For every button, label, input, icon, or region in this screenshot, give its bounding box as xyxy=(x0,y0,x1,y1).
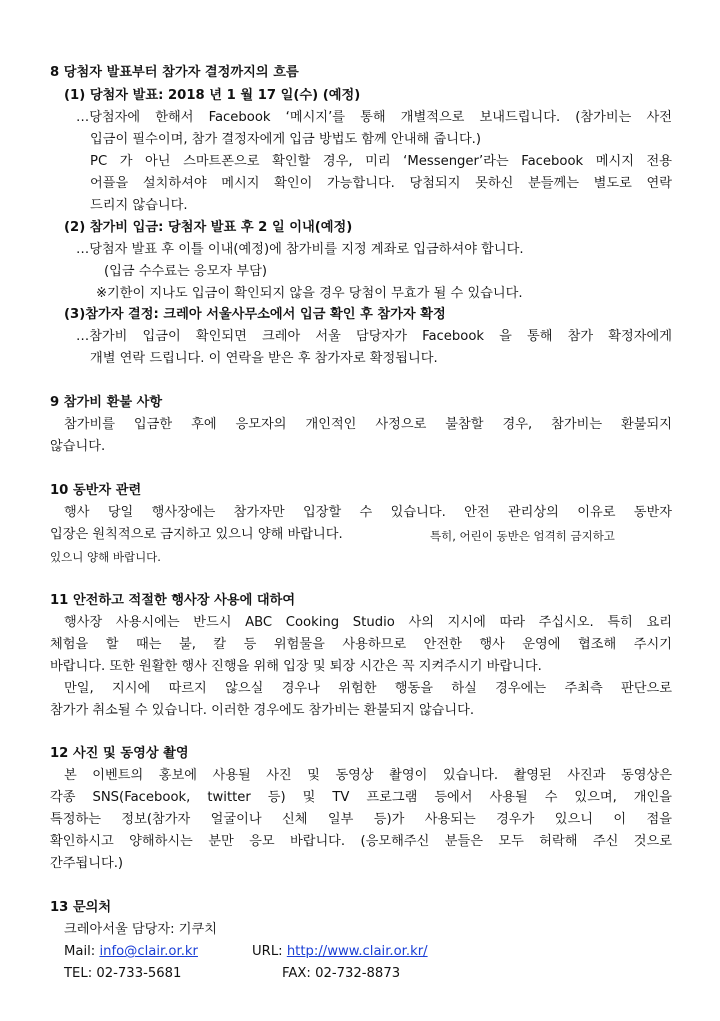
section-8-heading: 8 당첨자 발표부터 참가자 결정까지의 흐름 xyxy=(50,65,299,80)
mail-row xyxy=(64,943,198,961)
section-12-line: 각종 SNS(Facebook, twitter 등) 및 TV 프로그램 등에서 사용될 수 있으며, 개인을 xyxy=(50,790,672,805)
section-9-heading: 9 참가비 환불 사항 xyxy=(50,395,163,410)
mail-label: Mail: xyxy=(64,944,100,959)
section-11-line: 행사장 사용시에는 반드시 ABC Cooking Studio 사의 지시에 따라 주십시오. 특히 요리 xyxy=(64,615,672,630)
section-10-line: 특히, 어린이 동반은 엄격히 금지하고 xyxy=(430,529,615,543)
url-row xyxy=(252,943,428,961)
section-10-heading: 10 동반자 관련 xyxy=(50,483,142,498)
mail-link[interactable]: info@clair.or.kr xyxy=(99,944,198,959)
section-11-heading: 11 안전하고 적절한 행사장 사용에 대하여 xyxy=(50,593,296,608)
section-8-sub3-line: …참가비 입금이 확인되면 크레아 서울 담당자가 Facebook 을 통해 참가 확정자에게 xyxy=(76,329,672,344)
section-8-sub2-title: (2) 참가비 입금: 당첨자 발표 후 2 일 이내(예정) xyxy=(64,220,353,235)
section-8-sub1-line: 입금이 필수이며, 참가 결정자에게 입금 방법도 함께 안내해 줍니다.) xyxy=(90,132,482,147)
section-11-line: 만일, 지시에 따르지 않으실 경우나 위험한 행동을 하실 경우에는 주최측 판단으로 xyxy=(64,681,672,696)
section-8-sub1-title: (1) 당첨자 발표: 2018 년 1 월 17 일(수) (예정) xyxy=(64,88,361,103)
section-9-line: 참가비를 입금한 후에 응모자의 개인적인 사정으로 불참할 경우, 참가비는 환불되지 xyxy=(64,417,672,432)
section-10-line: 행사 당일 행사장에는 참가자만 입장할 수 있습니다. 안전 관리상의 이유로 동반자 xyxy=(64,505,672,520)
section-13-heading: 13 문의처 xyxy=(50,900,112,915)
section-8-sub3-line: 개별 연락 드립니다. 이 연락을 받은 후 참가자로 확정됩니다. xyxy=(90,351,438,366)
contact-person: 크레아서울 담당자: 기쿠치 xyxy=(64,922,217,937)
section-12-line: 특정하는 정보(참가자 얼굴이나 신체 일부 등)가 사용되는 경우가 있으니 이 점을 xyxy=(50,812,672,827)
section-10-line: 입장은 원칙적으로 금지하고 있으니 양해 바랍니다. xyxy=(50,527,343,542)
section-8-sub3-title: (3)참가자 결정: 크레아 서울사무소에서 입금 확인 후 참가자 확정 xyxy=(64,307,446,322)
section-8-sub1-line: 어플을 설치하셔야 메시지 확인이 가능합니다. 당첨되지 못하신 분들께는 별도로 연락 xyxy=(90,176,672,191)
url-label: URL: xyxy=(252,944,287,959)
section-9-line: 않습니다. xyxy=(50,439,106,454)
section-12-heading: 12 사진 및 동영상 촬영 xyxy=(50,746,189,761)
section-8-sub2-line: …당첨자 발표 후 이틀 이내(예정)에 참가비를 지정 계좌로 입금하셔야 합니다. xyxy=(76,242,524,257)
fax-number: FAX: 02-732-8873 xyxy=(282,966,401,981)
section-8-sub2-line: (입금 수수료는 응모자 부담) xyxy=(104,264,267,279)
section-8-sub1-line: 드리지 않습니다. xyxy=(90,198,188,213)
section-8-sub1-line: PC 가 아닌 스마트폰으로 확인할 경우, 미리 ‘Messenger’라는 Facebook 메시지 전용 xyxy=(90,154,672,169)
section-11-line: 체험을 할 때는 불, 칼 등 위험물을 사용하므로 안전한 행사 운영에 협조해 주시기 xyxy=(50,637,672,652)
section-8-sub1-line: …당첨자에 한해서 Facebook ‘메시지’를 통해 개별적으로 보내드립니다. (참가비는 사전 xyxy=(76,110,672,125)
section-11-line: 바랍니다. 또한 원활한 행사 진행을 위해 입장 및 퇴장 시간은 꼭 지켜주시기 바랍니다. xyxy=(50,659,542,674)
section-10-line: 있으니 양해 바랍니다. xyxy=(50,550,161,564)
section-12-line: 간주됩니다.) xyxy=(50,856,124,871)
tel-number: TEL: 02-733-5681 xyxy=(64,966,182,981)
url-link[interactable]: http://www.clair.or.kr/ xyxy=(286,944,428,959)
section-11-line: 참가가 취소될 수 있습니다. 이러한 경우에도 참가비는 환불되지 않습니다. xyxy=(50,703,475,718)
section-8-sub2-line: ※기한이 지나도 입금이 확인되지 않을 경우 당첨이 무효가 될 수 있습니다. xyxy=(96,286,523,301)
section-12-line: 본 이벤트의 홍보에 사용될 사진 및 동영상 촬영이 있습니다. 촬영된 사진과 동영상은 xyxy=(64,768,672,783)
section-12-line: 확인하시고 양해하시는 분만 응모 바랍니다. (응모해주신 분들은 모두 허락해 주신 것으로 xyxy=(50,834,672,849)
